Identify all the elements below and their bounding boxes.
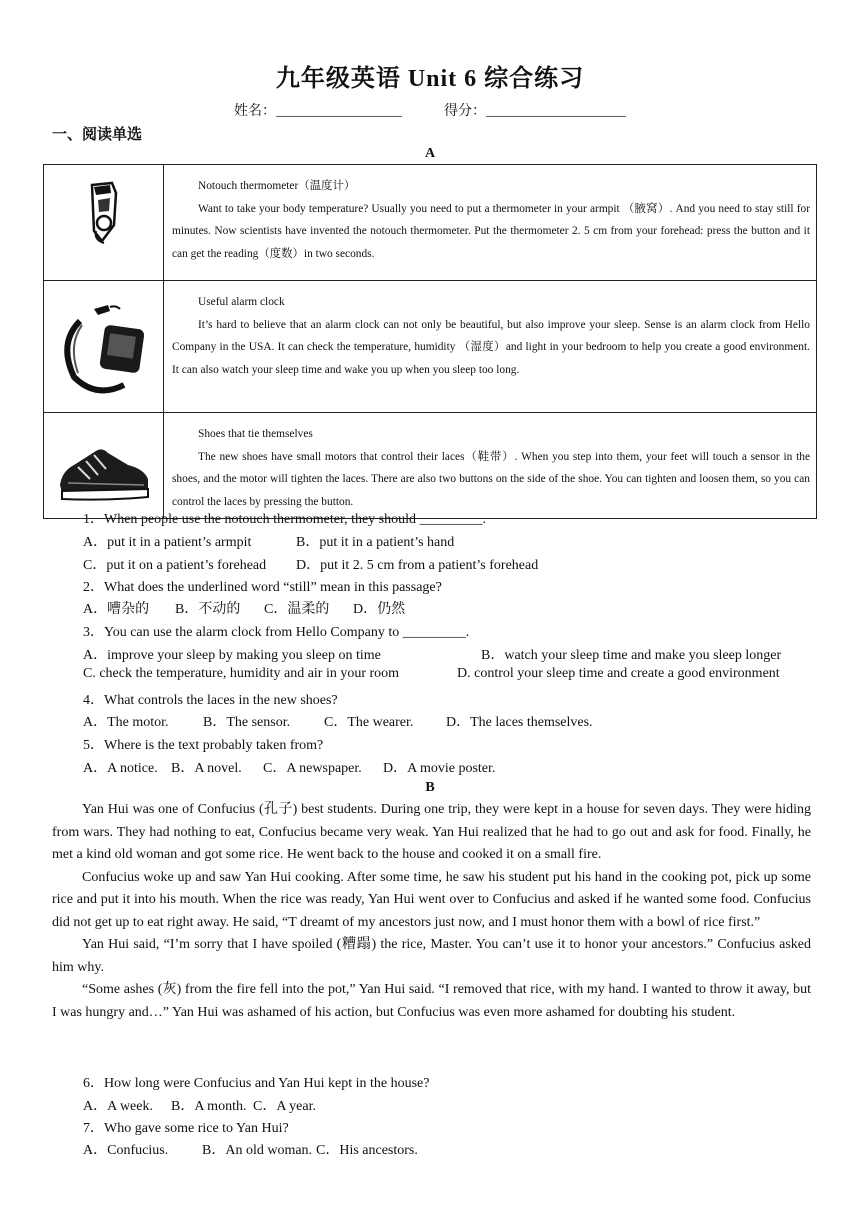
ad-text-clock xyxy=(164,281,817,413)
option: C. check the temperature, humidity and air in your room xyxy=(83,666,400,681)
paragraph: Yan Hui was one of Confucius (孔子) best students. During one trip, they were kept in a house for seven days. They were hiding from wars. They had nothing to eat, Confucius became very weak. Yan Hui realized that he had to go out and ask for food. Finally, he met a kind old woman and got some rice. He went back to the house and cooked it on a small fire. xyxy=(52,802,811,862)
shoe-image xyxy=(44,413,164,519)
question-5: 5．Where is the text probably taken from? xyxy=(83,738,324,753)
question-4: 4．What controls the laces in the new shoes? xyxy=(83,693,338,708)
option: C．A newspaper. xyxy=(263,761,362,776)
question-6: 6．How long were Confucius and Yan Hui kept in the house? xyxy=(83,1076,430,1091)
option: D．The laces themselves. xyxy=(446,715,593,730)
option: D．仍然 xyxy=(353,602,406,617)
option: B．The sensor. xyxy=(203,715,291,730)
ads-table xyxy=(43,164,817,519)
option: B．A novel. xyxy=(171,761,242,776)
ad-title: Shoes that tie themselves xyxy=(198,428,313,440)
option: A．A notice. xyxy=(83,761,158,776)
question-3: 3．You can use the alarm clock from Hello Company to _________. xyxy=(83,625,470,640)
ad-title: Notouch thermometer（温度计） xyxy=(198,180,356,192)
option: B．put it in a patient’s hand xyxy=(296,535,455,550)
paragraph: Confucius woke up and saw Yan Hui cooking. After some time, he saw his student put his hand in the cooking pot, pick up some rice and put it into his mouth. When the rice was ready, Yan Hui went over to Confucius and asked if he wanted some food. Confucius did not get up to eat right away. He said, “T dreamt of my ancestors just now, and I must honor them with a bowl of rice first.” xyxy=(52,869,811,930)
option: D. control your sleep time and create a good environment xyxy=(457,666,780,681)
option: C．The wearer. xyxy=(324,715,414,730)
option: C．温柔的 xyxy=(264,602,330,617)
option: B．不动的 xyxy=(175,602,241,617)
ad-title: Useful alarm clock xyxy=(198,296,285,308)
question-2: 2．What does the underlined word “still” mean in this passage? xyxy=(83,580,442,595)
page-title: 九年级英语 Unit 6 综合练习 xyxy=(275,66,585,92)
option: A．A week. xyxy=(83,1099,153,1114)
option: B．An old woman. xyxy=(202,1143,313,1158)
option: A．The motor. xyxy=(83,715,169,730)
ad-row-thermometer xyxy=(44,165,817,281)
option: B．A month. xyxy=(171,1099,247,1114)
part-b-label: B xyxy=(425,780,435,795)
question-7: 7．Who gave some rice to Yan Hui? xyxy=(83,1121,289,1136)
ad-row-shoes xyxy=(44,413,817,519)
option: B．watch your sleep time and make you sleep longer xyxy=(481,648,782,663)
option: D．A movie poster. xyxy=(383,761,496,776)
option: C．A year. xyxy=(253,1099,316,1114)
option: C．put it on a patient’s forehead xyxy=(83,558,267,573)
name-score-row xyxy=(0,100,860,120)
option: A．improve your sleep by making you sleep on time xyxy=(83,648,381,663)
paragraph: Yan Hui said, “I’m sorry that I have spoiled (糟蹋) the rice, Master. You can’t use it to honor your ancestors.” Confucius asked him why. xyxy=(52,937,811,975)
ad-row-clock xyxy=(44,281,817,413)
ad-text-thermometer xyxy=(164,165,817,281)
part-a-label: A xyxy=(424,146,436,161)
ad-body: It’s hard to believe that an alarm clock can not only be beautiful, but also improve your sleep. Sense is an alarm clock from Hello Company in the USA. It can check the temperature, humidity （湿度）and light in your bedroom to help you create a good environment. It can also watch your sleep time and wake you up when you sleep too long. xyxy=(172,318,810,376)
passage-b xyxy=(52,799,811,1024)
question-1: 1．When people use the notouch thermometer, they should _________. xyxy=(83,512,487,527)
option: D．put it 2. 5 cm from a patient’s forehead xyxy=(296,558,539,573)
ad-body: The new shoes have small motors that control their laces（鞋带）. When you step into them, your feet will touch a sensor in the shoes, and the motor will tighten the laces. There are also two buttons on the side of the shoe. You can tighten and loosen them, so you can control the laces by pressing the button. xyxy=(172,450,810,508)
ad-text-shoes xyxy=(164,413,817,519)
alarm-clock-image xyxy=(44,281,164,413)
option: C．His ancestors. xyxy=(316,1143,418,1158)
paragraph: “Some ashes (灰) from the fire fell into the pot,” Yan Hui said. “I removed that rice, with my hand. I wanted to throw it away, but I was hungry and…” Yan Hui was ashamed of his action, but Confucius was even more ashamed for doubting his student. xyxy=(52,982,811,1020)
option: A．Confucius. xyxy=(83,1143,169,1158)
ad-body: Want to take your body temperature? Usually you need to put a thermometer in your armpit （腋窝）. And you need to stay still for minutes. Now scientists have invented the notouch thermometer. Put the thermometer 2. 5 cm from your forehead: press the button and it can get the reading（度数）in two seconds. xyxy=(172,202,810,260)
name-field: 姓名：__________________ xyxy=(234,104,402,119)
option: A．嘈杂的 xyxy=(83,602,150,617)
section-heading: 一、阅读单选 xyxy=(52,127,143,143)
score-field: 得分：____________________ xyxy=(444,104,626,119)
option: A．put it in a patient’s armpit xyxy=(83,535,252,550)
thermometer-image xyxy=(44,165,164,281)
